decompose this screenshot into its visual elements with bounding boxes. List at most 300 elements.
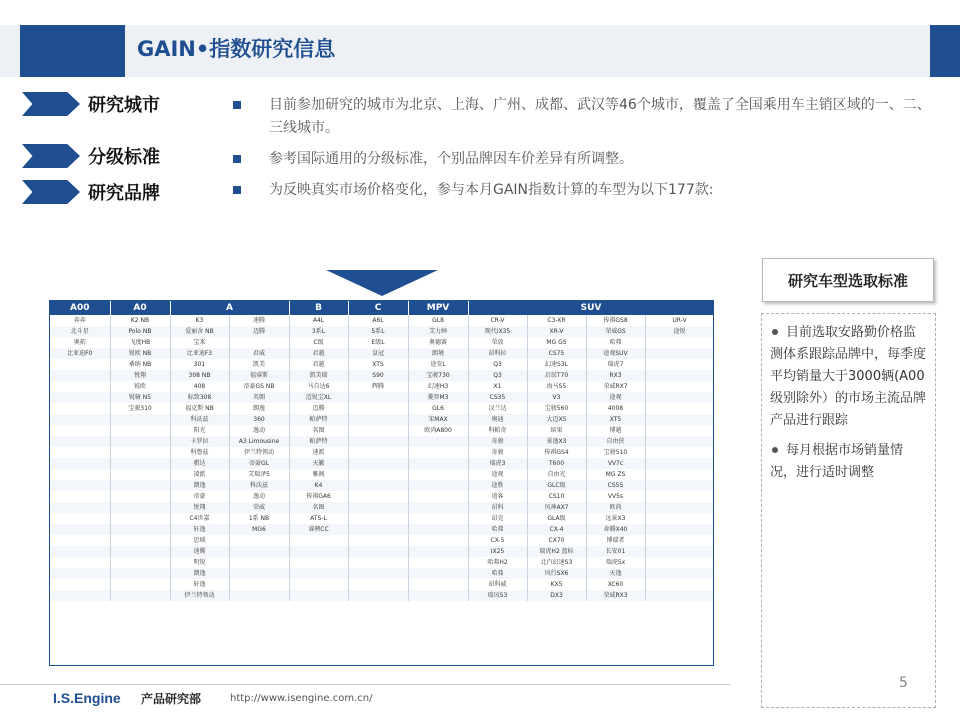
table-cell: 科沃兹 xyxy=(229,480,289,491)
table-cell: CS35 xyxy=(468,392,527,403)
table-cell: 雅阁 xyxy=(289,469,348,480)
table-cell xyxy=(348,414,408,425)
table-cell xyxy=(110,546,170,557)
header-accent-right xyxy=(930,25,960,77)
table-cell xyxy=(110,425,170,436)
bullet-text: 参考国际通用的分级标准，个别品牌因车价差异有所调整。 xyxy=(269,151,633,167)
table-cell xyxy=(110,480,170,491)
table-cell xyxy=(110,524,170,535)
table-cell: 福克斯 NB xyxy=(170,403,229,414)
table-cell: MG ZS xyxy=(586,469,645,480)
table-cell: 卡罗拉 xyxy=(170,436,229,447)
table-cell xyxy=(229,337,289,348)
table-header-cell: C xyxy=(348,301,408,315)
table-cell xyxy=(645,447,714,458)
table-cell xyxy=(50,359,110,370)
table-cell: 奔腾X40 xyxy=(586,524,645,535)
table-cell: 荣放 xyxy=(468,337,527,348)
table-cell: 朗逸 xyxy=(170,568,229,579)
down-arrow-icon xyxy=(326,270,438,296)
table-cell: 408 xyxy=(170,381,229,392)
table-cell: 锐欧 NB xyxy=(110,348,170,359)
table-cell: 艾瑞泽5 xyxy=(229,469,289,480)
table-row xyxy=(50,392,714,403)
table-cell: 幻速H3 xyxy=(408,381,468,392)
criteria-text: 目前选取安路勤价格监测体系跟踪品牌中，每季度平均销量大于3000辆(A00级别除外）的市场主流品牌产品进行跟踪 xyxy=(770,325,927,428)
table-cell: XR-V xyxy=(527,326,586,337)
table-cell: 君威 xyxy=(229,348,289,359)
table-cell xyxy=(110,491,170,502)
section-label: 分级标准 xyxy=(88,147,160,168)
table-cell: 启辰T70 xyxy=(527,370,586,381)
table-cell: A4L xyxy=(289,315,348,326)
table-cell: 途胜 xyxy=(468,480,527,491)
table-cell xyxy=(408,513,468,524)
table-cell xyxy=(289,590,348,601)
table-cell xyxy=(110,590,170,601)
table-row xyxy=(50,414,714,425)
table-row xyxy=(50,557,714,568)
table-cell xyxy=(229,535,289,546)
table-cell xyxy=(348,403,408,414)
table-cell: 途观 xyxy=(586,392,645,403)
dot-bullet-icon xyxy=(772,329,778,335)
table-cell xyxy=(645,425,714,436)
table-cell: 1系 NB xyxy=(229,513,289,524)
table-cell: 传祺GS4 xyxy=(527,447,586,458)
table-cell xyxy=(110,469,170,480)
table-cell: 瑞虎7 xyxy=(586,359,645,370)
table-cell: 瑞风S3 xyxy=(468,590,527,601)
table-cell: 308 NB xyxy=(170,370,229,381)
table-cell: 菱智M3 xyxy=(408,392,468,403)
table-cell xyxy=(50,502,110,513)
table-cell: 昂科 xyxy=(468,502,527,513)
table-cell: 301 xyxy=(170,359,229,370)
table-cell: KX5 xyxy=(527,579,586,590)
table-cell: 昂科拉 xyxy=(468,348,527,359)
footer-brand: I.S.Engine xyxy=(53,690,121,706)
table-cell: 伊兰特领动 xyxy=(170,590,229,601)
table-row xyxy=(50,315,714,326)
table-cell: 凯美瑞 xyxy=(289,370,348,381)
table-cell xyxy=(645,403,714,414)
header-accent-left xyxy=(20,25,125,77)
bullet-text: 目前参加研究的城市为北京、上海、广州、成都、武汉等46个城市，覆盖了全国乘用车主销区域的一、二、三线城市。 xyxy=(269,97,931,136)
table-cell: 博越 xyxy=(586,425,645,436)
criteria-title: 研究车型选取标准 xyxy=(787,271,908,290)
table-cell: 朗境 xyxy=(408,348,468,359)
table-cell: XTS xyxy=(348,359,408,370)
page-title: GAIN•指数研究信息 xyxy=(137,37,336,61)
table-cell: 宝骏510 xyxy=(586,447,645,458)
table-cell xyxy=(50,381,110,392)
table-cell xyxy=(348,480,408,491)
table-cell: 途锐 xyxy=(645,326,714,337)
table-cell: 哈弗 xyxy=(468,568,527,579)
table-cell: 宝来 xyxy=(170,337,229,348)
table-cell: 荣威RX7 xyxy=(586,381,645,392)
chevron-arrow-icon xyxy=(22,92,80,116)
table-row xyxy=(50,436,714,447)
table-cell: 自由光 xyxy=(527,469,586,480)
table-cell xyxy=(408,480,468,491)
table-cell: 瑞虎5x xyxy=(586,557,645,568)
table-cell xyxy=(229,546,289,557)
table-cell: 北斗星 xyxy=(50,326,110,337)
chevron-arrow-icon xyxy=(22,144,80,168)
table-cell: MG GS xyxy=(527,337,586,348)
criteria-box xyxy=(761,313,936,708)
table-cell: XC60 xyxy=(586,579,645,590)
table-cell xyxy=(645,546,714,557)
table-cell: 奥迪 xyxy=(468,414,527,425)
table-cell: 比亚迪F0 xyxy=(50,348,110,359)
table-cell: GLC级 xyxy=(527,480,586,491)
table-cell xyxy=(229,557,289,568)
criteria-item xyxy=(770,322,927,432)
table-cell: 速腾 xyxy=(170,546,229,557)
table-cell xyxy=(50,513,110,524)
table-cell: 天逸 xyxy=(586,568,645,579)
table-cell xyxy=(645,491,714,502)
table-cell: 瑞虎H2 蓝标 xyxy=(527,546,586,557)
table-cell xyxy=(408,546,468,557)
table-cell: CX-4 xyxy=(527,524,586,535)
footer-dept: 产品研究部 xyxy=(141,692,202,706)
table-cell xyxy=(348,436,408,447)
table-cell: 5系L xyxy=(348,326,408,337)
table-cell xyxy=(408,579,468,590)
table-cell: 艾力绅 xyxy=(408,326,468,337)
table-cell: 凌派 xyxy=(170,469,229,480)
table-cell: 途观SUV xyxy=(586,348,645,359)
table-cell xyxy=(289,546,348,557)
table-row xyxy=(50,568,714,579)
table-row xyxy=(50,491,714,502)
table-cell: 远景X3 xyxy=(586,513,645,524)
table-cell xyxy=(408,557,468,568)
table-cell xyxy=(289,568,348,579)
table-row xyxy=(50,546,714,557)
table-cell: 天籁 xyxy=(289,458,348,469)
table-cell xyxy=(289,557,348,568)
table-cell xyxy=(50,370,110,381)
table-row xyxy=(50,469,714,480)
table-cell: 轩逸 xyxy=(170,524,229,535)
table-cell: 帕萨特 xyxy=(289,414,348,425)
table-cell: 马自达6 xyxy=(289,381,348,392)
table-cell: 逸动 xyxy=(229,425,289,436)
table-cell xyxy=(408,502,468,513)
table-cell xyxy=(348,568,408,579)
table-cell: 博瑞者 xyxy=(586,535,645,546)
table-cell: 哈弗 xyxy=(586,337,645,348)
table-row xyxy=(50,535,714,546)
table-cell xyxy=(408,491,468,502)
table-cell: 皇冠 xyxy=(348,348,408,359)
table-cell xyxy=(50,469,110,480)
table-cell xyxy=(348,579,408,590)
table-cell xyxy=(348,469,408,480)
table-cell: RX3 xyxy=(586,370,645,381)
table-cell xyxy=(348,513,408,524)
table-header-cell: MPV xyxy=(408,301,468,315)
table-cell: 大迈X5 xyxy=(527,414,586,425)
table-cell xyxy=(408,447,468,458)
table-cell xyxy=(408,458,468,469)
table-row xyxy=(50,458,714,469)
table-cell: 宋MAX xyxy=(408,414,468,425)
table-row xyxy=(50,337,714,348)
table-cell xyxy=(110,414,170,425)
table-cell xyxy=(289,579,348,590)
table-header-row xyxy=(50,301,714,315)
table-cell: 逍客 xyxy=(468,491,527,502)
table-cell xyxy=(408,535,468,546)
table-cell xyxy=(50,568,110,579)
table-cell xyxy=(348,458,408,469)
table-cell: 轩逸 xyxy=(170,579,229,590)
table-cell: 比亚迪F3 xyxy=(170,348,229,359)
table-cell: 宝骏560 xyxy=(527,403,586,414)
table-cell xyxy=(645,502,714,513)
table-cell: 飞度HB xyxy=(110,337,170,348)
table-cell xyxy=(50,480,110,491)
table-cell: C级 xyxy=(289,337,348,348)
table-cell xyxy=(645,535,714,546)
table-cell xyxy=(348,447,408,458)
table-cell xyxy=(348,546,408,557)
table-cell xyxy=(229,568,289,579)
table-cell: CX70 xyxy=(527,535,586,546)
table-cell: C3-XR xyxy=(527,315,586,326)
table-cell: CS55 xyxy=(586,480,645,491)
table-cell: 逸动 xyxy=(229,491,289,502)
table-cell xyxy=(50,392,110,403)
table-cell: 迈腾 xyxy=(229,326,289,337)
table-cell xyxy=(289,535,348,546)
table-cell xyxy=(348,590,408,601)
table-cell xyxy=(348,535,408,546)
table-row xyxy=(50,359,714,370)
footer-url[interactable]: http://www.isengine.com.cn/ xyxy=(230,693,373,704)
table-cell: 悦翔 xyxy=(170,502,229,513)
criteria-title-box xyxy=(762,258,934,302)
table-cell xyxy=(229,590,289,601)
table-cell: 名图 xyxy=(289,502,348,513)
table-cell xyxy=(348,491,408,502)
table-row xyxy=(50,326,714,337)
table-cell: 爱丽舍 NB xyxy=(170,326,229,337)
table-cell: 荣威 xyxy=(229,502,289,513)
table-cell xyxy=(645,381,714,392)
table-cell: 英朗 xyxy=(229,392,289,403)
table-cell: CX-5 xyxy=(468,535,527,546)
table-cell: 奥德赛 xyxy=(408,337,468,348)
table-cell xyxy=(408,590,468,601)
table-cell: 伊兰特领动 xyxy=(229,447,289,458)
table-header-cell: B xyxy=(289,301,348,315)
table-cell: 凯美 xyxy=(229,359,289,370)
table-cell: 传祺GS8 xyxy=(586,315,645,326)
table-cell: 途观 xyxy=(468,469,527,480)
table-cell: 科帕奇 xyxy=(468,425,527,436)
table-cell: 骐达 xyxy=(170,458,229,469)
table-cell: 速派 xyxy=(289,447,348,458)
table-cell: VV7c xyxy=(586,458,645,469)
table-cell: E级L xyxy=(348,337,408,348)
table-header-cell: SUV xyxy=(468,301,714,315)
table-cell: GL6 xyxy=(408,403,468,414)
table-cell: 欧尚 xyxy=(586,502,645,513)
bullet-list xyxy=(233,94,933,210)
chevron-arrow-icon xyxy=(22,180,80,204)
table-cell xyxy=(110,557,170,568)
table-cell: 帕萨特 xyxy=(289,436,348,447)
table-cell xyxy=(50,524,110,535)
table-row xyxy=(50,370,714,381)
table-cell: Q3 xyxy=(468,370,527,381)
table-cell: UR-V xyxy=(645,315,714,326)
table-cell xyxy=(348,502,408,513)
table-cell: 君越 xyxy=(289,359,348,370)
table-row xyxy=(50,348,714,359)
table-cell: 4008 xyxy=(586,403,645,414)
table-cell: 科沃兹 xyxy=(170,414,229,425)
footer-divider xyxy=(0,684,730,685)
table-cell xyxy=(110,502,170,513)
table-cell: CS75 xyxy=(527,348,586,359)
criteria-text: 每月根据市场销量情况，进行适时调整 xyxy=(770,443,904,480)
table-cell xyxy=(645,370,714,381)
table-cell xyxy=(110,458,170,469)
table-cell xyxy=(408,524,468,535)
table-row xyxy=(50,480,714,491)
table-cell: IX25 xyxy=(468,546,527,557)
table-cell: 朗逸 xyxy=(229,403,289,414)
table-cell: 桑纳 NB xyxy=(110,359,170,370)
table-cell: 科鲁兹 xyxy=(170,447,229,458)
table-cell: 宝骏730 xyxy=(408,370,468,381)
table-row xyxy=(50,579,714,590)
table-cell: 哈弗H2 xyxy=(468,557,527,568)
page-number: 5 xyxy=(899,675,908,691)
table-cell: 名图 xyxy=(289,425,348,436)
car-model-table xyxy=(49,300,714,666)
table-cell xyxy=(110,579,170,590)
table-cell: 阳光 xyxy=(170,425,229,436)
table-cell: 明锐 xyxy=(170,557,229,568)
table-cell: 标致308 xyxy=(170,392,229,403)
table-cell xyxy=(645,337,714,348)
table-cell xyxy=(645,513,714,524)
criteria-item xyxy=(770,440,927,484)
square-bullet-icon xyxy=(233,155,241,163)
table-cell: 宝骏310 xyxy=(110,403,170,414)
table-cell: K3 xyxy=(170,315,229,326)
table-cell xyxy=(50,414,110,425)
bullet-item xyxy=(233,94,933,140)
table-row xyxy=(50,524,714,535)
table-cell xyxy=(229,579,289,590)
table-cell xyxy=(50,425,110,436)
table-cell: 荣威RX3 xyxy=(586,590,645,601)
table-cell: 哈弗 xyxy=(468,524,527,535)
table-cell xyxy=(408,568,468,579)
table-cell: 迈锐宝XL xyxy=(289,392,348,403)
section-tag-brands xyxy=(22,178,160,206)
table-header-cell: A0 xyxy=(110,301,170,315)
table-cell xyxy=(50,535,110,546)
table-row xyxy=(50,502,714,513)
table-cell xyxy=(110,436,170,447)
section-label: 研究城市 xyxy=(88,95,160,116)
table-cell: 北汽幻速S3 xyxy=(527,557,586,568)
table-cell xyxy=(348,392,408,403)
table-cell: 现代iX35 xyxy=(468,326,527,337)
table-cell: VV5s xyxy=(586,491,645,502)
table-cell xyxy=(645,524,714,535)
table-cell: 锐欧 xyxy=(110,381,170,392)
table-cell: S90 xyxy=(348,370,408,381)
table-cell: 辉腾 xyxy=(348,381,408,392)
table-cell: DX3 xyxy=(527,590,586,601)
table-cell: 途安L xyxy=(408,359,468,370)
table-cell xyxy=(645,557,714,568)
table-cell: 海马S5 xyxy=(527,381,586,392)
table-header-cell: A00 xyxy=(50,301,110,315)
table-cell: 奇骏 xyxy=(468,447,527,458)
table-row xyxy=(50,513,714,524)
table-cell: 睿骋CC xyxy=(289,524,348,535)
table-cell xyxy=(50,546,110,557)
table-cell: C4世嘉 xyxy=(170,513,229,524)
table-cell: ATS-L xyxy=(289,513,348,524)
table-cell: 景逸X3 xyxy=(527,436,586,447)
table-cell xyxy=(645,392,714,403)
table-cell xyxy=(645,436,714,447)
table-cell: 风神AX7 xyxy=(527,502,586,513)
table-cell: GL8 xyxy=(408,315,468,326)
table-cell: 帝豪GL xyxy=(229,458,289,469)
table-cell: 朗逸 xyxy=(170,480,229,491)
table-cell xyxy=(50,590,110,601)
table-cell xyxy=(645,469,714,480)
square-bullet-icon xyxy=(233,186,241,194)
table-cell: 奔奔 xyxy=(50,315,110,326)
table-cell: 悦翔 xyxy=(110,370,170,381)
table-cell: 荣威GS xyxy=(586,326,645,337)
table-cell xyxy=(645,458,714,469)
table-cell: 瑞虎3 xyxy=(468,458,527,469)
table-row xyxy=(50,403,714,414)
table-cell xyxy=(50,403,110,414)
table-cell: 缤果 xyxy=(527,425,586,436)
square-bullet-icon xyxy=(233,101,241,109)
table-cell xyxy=(645,568,714,579)
table-cell: 锐骑 N5 xyxy=(110,392,170,403)
table-cell: 速腾 xyxy=(229,315,289,326)
table-header-cell: A xyxy=(170,301,289,315)
table-cell xyxy=(645,348,714,359)
table-row xyxy=(50,590,714,601)
section-label: 研究品牌 xyxy=(88,183,160,204)
table-cell: 帝豪GS NB xyxy=(229,381,289,392)
table-cell: 360 xyxy=(229,414,289,425)
dot-bullet-icon xyxy=(772,447,778,453)
table-cell xyxy=(50,557,110,568)
